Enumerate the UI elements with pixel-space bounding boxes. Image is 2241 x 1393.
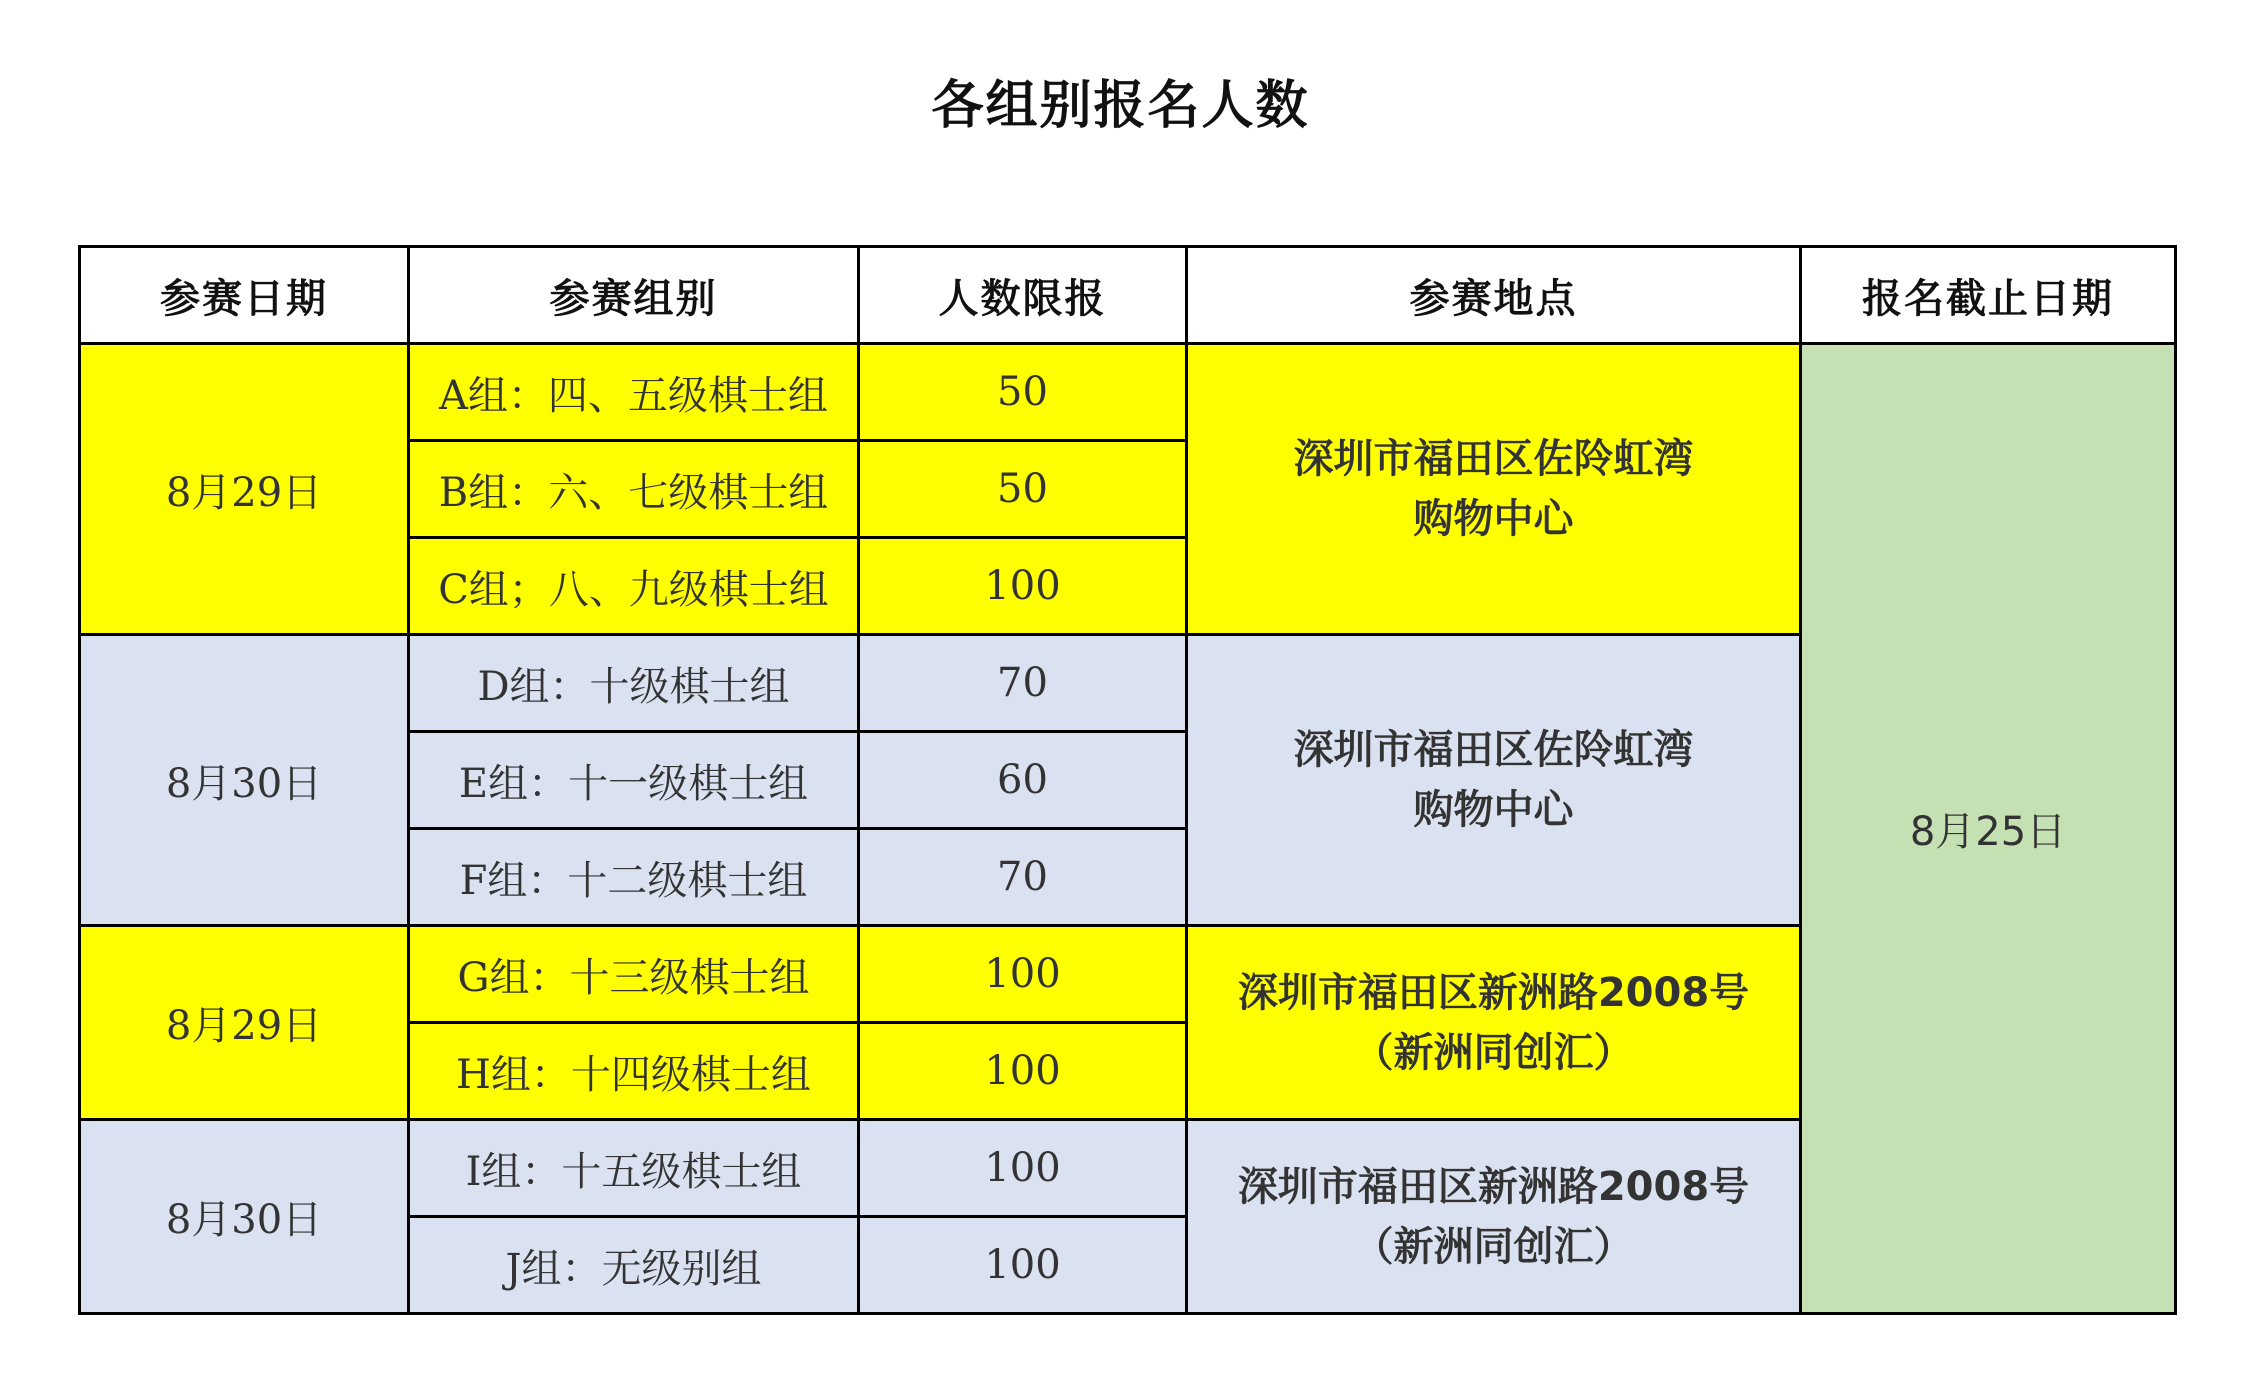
page-title: 各组别报名人数	[931, 76, 1310, 136]
venue-cell	[1187, 344, 1801, 635]
venue-line2: 购物中心	[1413, 787, 1574, 833]
header-deadline: 报名截止日期	[1801, 247, 2176, 344]
group-cell: A组：四、五级棋士组	[409, 344, 859, 441]
date-cell: 8月29日	[80, 344, 409, 635]
header-group: 参赛组别	[409, 247, 859, 344]
limit-cell: 100	[859, 1217, 1187, 1314]
group-cell: G组：十三级棋士组	[409, 926, 859, 1023]
venue-cell	[1187, 635, 1801, 926]
date-cell: 8月30日	[80, 635, 409, 926]
group-cell: H组：十四级棋士组	[409, 1023, 859, 1120]
venue-line2: （新洲同创汇）	[1353, 1223, 1634, 1270]
group-cell: I组：十五级棋士组	[409, 1120, 859, 1217]
group-cell: F组：十二级棋士组	[409, 829, 859, 926]
limit-cell: 50	[859, 344, 1187, 441]
group-cell: E组：十一级棋士组	[409, 732, 859, 829]
limit-cell: 100	[859, 926, 1187, 1023]
limit-cell: 60	[859, 732, 1187, 829]
table-row	[80, 344, 2176, 441]
venue-cell	[1187, 926, 1801, 1120]
group-cell: C组；八、九级棋士组	[409, 538, 859, 635]
header-row	[80, 247, 2176, 344]
limit-cell: 70	[859, 635, 1187, 732]
header-date: 参赛日期	[80, 247, 409, 344]
limit-cell: 100	[859, 538, 1187, 635]
limit-cell: 100	[859, 1023, 1187, 1120]
venue-line1: 深圳市福田区佐阾虹湾	[1293, 436, 1694, 482]
venue-line1: 深圳市福田区新洲路2008号	[1237, 1163, 1750, 1210]
date-cell: 8月30日	[80, 1120, 409, 1314]
venue-line1: 深圳市福田区新洲路2008号	[1237, 969, 1750, 1016]
header-limit: 人数限报	[859, 247, 1187, 344]
limit-cell: 100	[859, 1120, 1187, 1217]
limit-cell: 50	[859, 441, 1187, 538]
venue-cell	[1187, 1120, 1801, 1314]
group-cell: B组：六、七级棋士组	[409, 441, 859, 538]
group-cell: J组：无级别组	[409, 1217, 859, 1314]
venue-line1: 深圳市福田区佐阾虹湾	[1293, 727, 1694, 773]
date-cell: 8月29日	[80, 926, 409, 1120]
deadline-cell: 8月25日	[1801, 344, 2176, 1314]
venue-line2: （新洲同创汇）	[1353, 1029, 1634, 1076]
registration-table	[78, 245, 2177, 1315]
header-venue: 参赛地点	[1187, 247, 1801, 344]
venue-line2: 购物中心	[1413, 496, 1574, 542]
limit-cell: 70	[859, 829, 1187, 926]
group-cell: D组：十级棋士组	[409, 635, 859, 732]
